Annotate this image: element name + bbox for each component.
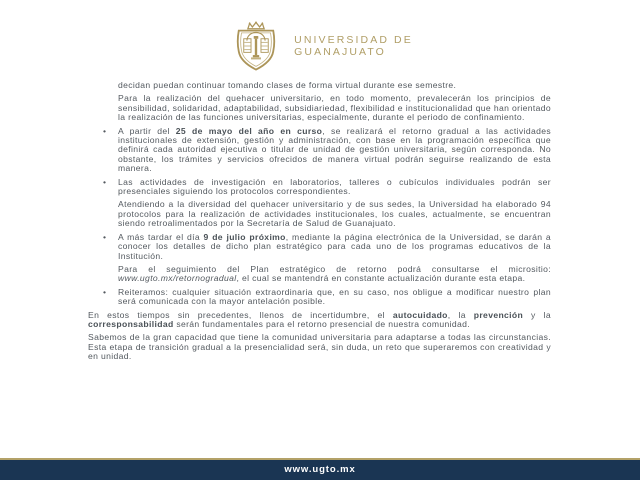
footer-bar: [0, 458, 640, 480]
bullet-marker: •: [103, 286, 107, 297]
paragraph: [118, 94, 551, 122]
paragraph-text: A más tardar el día 9 de julio próximo, mediante la página electrónica de la Universidad, se darán a conocer los detalles de dicho plan estratégico para cada uno de los programas educativos de la Institución.: [118, 231, 552, 261]
paragraph-text: A partir del 25 de mayo del año en curso, se realizará el retorno gradual a las actividades institucionales de extensión, gestión y administración, con base en la programación específica que definirá cada autoridad ejecutiva o titular de unidad de gestión universitaria, según corresponda. No obstante, los trámites y servicios ofrecidos de manera virtual podrán seguirse realizando de esta manera.: [118, 125, 551, 174]
paragraph: [88, 311, 551, 330]
institution-name-line2: GUANAJUATO: [294, 46, 386, 58]
paragraph: [88, 333, 551, 361]
paragraph: [118, 81, 551, 90]
paragraph-text: En estos tiempos sin precedentes, llenos de incertidumbre, el autocuidado, la prevención y la corresponsabilidad serán fundamentales para el retorno presencial de nuestra comunidad.: [88, 309, 552, 329]
document-body: [88, 81, 551, 366]
header-logo: [0, 20, 640, 72]
institution-name-line1: UNIVERSIDAD DE: [294, 33, 413, 46]
bullet-item: [103, 231, 552, 261]
paragraph-text: Para el seguimiento del Plan estratégico de retorno podrá consultarse el micrositio: www.ugto.mx/retornogradual, el cual se mantendrá en constante actualización durante esta etapa.: [118, 263, 551, 284]
bullet-item: [103, 286, 551, 307]
paragraph-text: Reiteramos: cualquier situación extraordinaria que, en su caso, nos obligue a modificar nuestro plan será comunicada con la mayor antelación posible.: [118, 286, 551, 307]
bullet-marker: •: [103, 125, 107, 136]
bullet-marker: •: [103, 176, 107, 187]
footer-url: www.ugto.mx: [284, 464, 356, 475]
paragraph-text: Las actividades de investigación en laboratorios, talleres o cubículos individuales podrán ser presenciales siguiendo los protocolos correspondientes.: [118, 176, 551, 197]
paragraph: [118, 265, 551, 284]
institution-name: [294, 34, 413, 59]
paragraph-text: Para la realización del quehacer universitario, en todo momento, prevalecerán los principios de sensibilidad, solidaridad, adaptabilidad, subsidiariedad, flexibilidad e institucionalidad que han orientado la realización de las funciones universitarias, especialmente, durante el periodo de confinamiento.: [118, 93, 551, 123]
bullet-marker: •: [103, 231, 107, 242]
bullet-item: [103, 176, 551, 197]
university-crest-icon: [227, 20, 285, 72]
paragraph: [118, 200, 551, 228]
paragraph-text: Sabemos de la gran capacidad que tiene la comunidad universitaria para adaptarse a todas las circunstancias. Esta etapa de transición gradual a la presencialidad será, sin duda, un reto que superaremos con creatividad y en unidad.: [88, 332, 551, 362]
bullet-item: [103, 125, 551, 174]
paragraph-text: Atendiendo a la diversidad del quehacer universitario y de sus sedes, la Universidad ha elaborado 94 protocolos para la realización de actividades institucionales, los cuales, actualmente, se encuentran siendo retroalimentados por la Secretaría de Salud de Guanajuato.: [118, 199, 551, 229]
paragraph-text: decidan puedan continuar tomando clases de forma virtual durante ese semestre.: [118, 80, 457, 90]
